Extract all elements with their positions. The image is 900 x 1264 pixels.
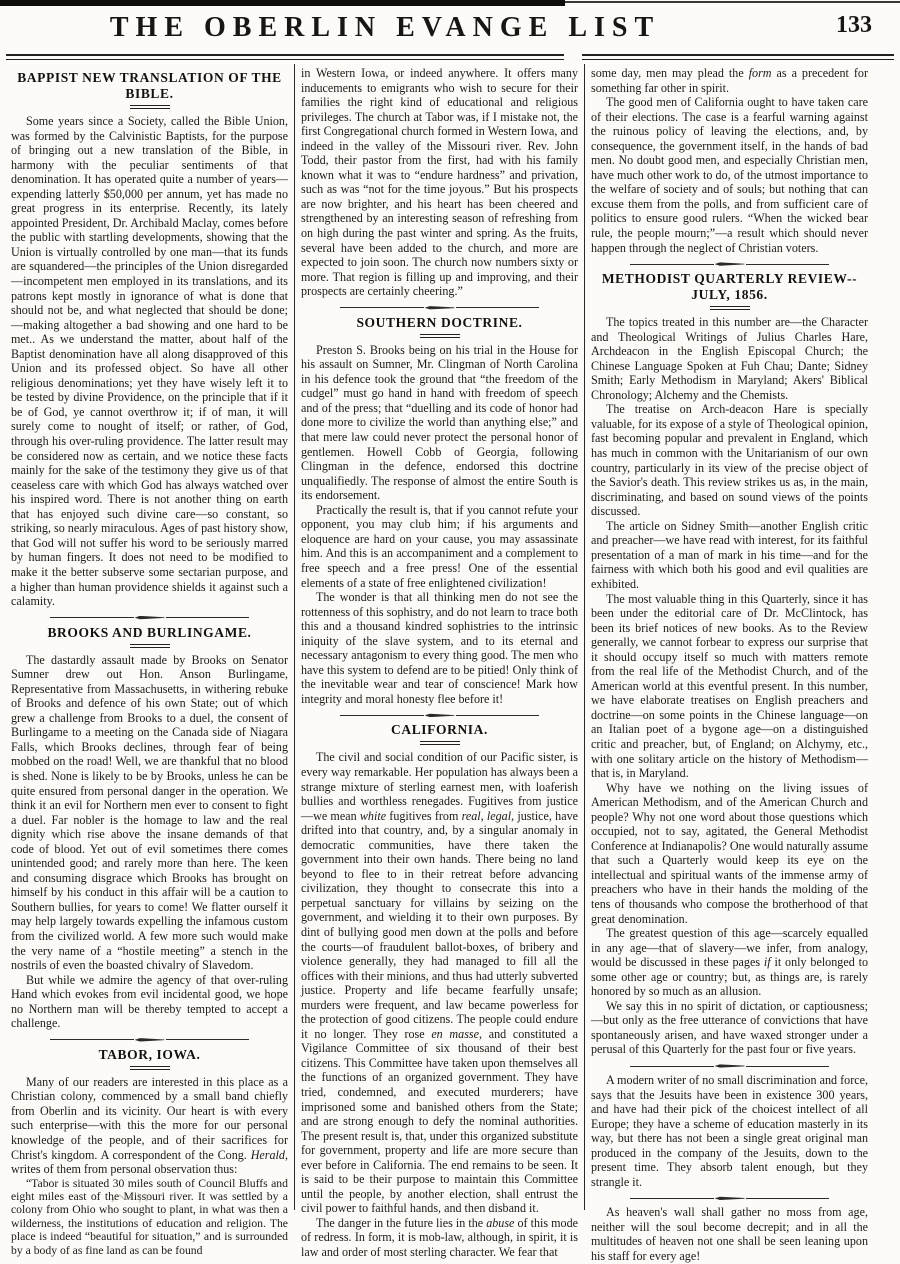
- title-underline-rule: [420, 741, 460, 745]
- article-title: BAPPIST NEW TRANSLATION OF THE BIBLE.: [17, 70, 282, 101]
- section-divider-rule: [50, 616, 249, 620]
- section-divider-rule: [630, 262, 829, 266]
- paragraph: The treatise on Arch-deacon Hare is specially valuable, for its expose of a style of Theological opinion, fast becoming popular and prevalent in England, which has much in common with the Unitarianism of our own country, particularly in its view of the precise object of the Savior's death. This review strikes us as, in the main, discriminating, and based on sound views of the points discussed.: [591, 402, 868, 519]
- title-underline-rule: [130, 1066, 170, 1070]
- paragraph: The good men of California ought to have taken care of their elections. The case is a fearful warning against the ruinous policy of leaving the elections, and, by consequence, the government itself, in the hands of bad men. No doubt good men, and especially Christian men, have much other work to do, of the utmost importance to the welfare of society and of souls; but nothing that can excuse them from the polls, and from sufficient care of politics to ensure good rulers. “When the wicked bear rule, the people mourn;”—a result which should never happen through the neglect of Christian voters.: [591, 95, 868, 255]
- section-divider-rule: [630, 1064, 829, 1068]
- paragraph: As heaven's wall shall gather no moss from age, neither will the soul become decrepit; and in all the multitudes of heaven not one shall be seen leaning upon his staff for every age!: [591, 1205, 868, 1264]
- paragraph: But while we admire the agency of that over-ruling Hand which evokes from evil incidental good, we hope no Northern man will be thereby tempted to accept a challenge.: [11, 972, 288, 1031]
- pencil-scribble-mark: [108, 1188, 156, 1206]
- masthead-rule-left: [6, 54, 564, 60]
- paragraph: The wonder is that all thinking men do not see the rottenness of this sophistry, and do not learn to trace both this and a thousand kindred sophistries to the intrinsic iniquity of the slave system, and to its eternal and necessary antagonism to every thing good. The men who have this system to defend are to be pitied! Only think of the inevitable wear and tear of conscience! Mark how integrity and moral honesty flee before it!: [301, 590, 578, 706]
- paragraph: The article on Sidney Smith—another English critic and preacher—we have read with interest, for its faithful presentation of a man of mark in his time—and for the fairness with which both his good and evil qualities are exhibited.: [591, 518, 868, 591]
- paragraph: The most valuable thing in this Quarterly, since it has been under the editorial care of Dr. McClintock, has been its brief notices of new books. As to the Review generally, we cannot forbear to express our surprise that it should occupy itself so much with matters remote from the real life of the Methodist Church, and of the American world at this eventful present. In this number, we have elaborate treatises on English preachers and doctrine—on some points in the Chinese language—on an Italian poet of a bygone age—on a distinguished critic and preacher, but, of England; on Alchymy, etc., with one solitary article on the history of Methodism—that is, in Maryland.: [591, 591, 868, 781]
- paragraph: The civil and social condition of our Pacific sister, is every way remarkable. Her population has always been a strange mixture of sterling earnest men, with loaferish bullies and worthless renegades. Fugitives from justice—we mean white fugitives from real, legal, justice, have drifted into that country, and, by a singular anomaly in democratic communities, have there taken the government into their own hands. There being no land beyond to flee to in their retreat before advancing civilization, they thought to consecrate this into a perpetual sanctuary for villains by seizing on the government, and wielding it to their own purposes. By dint of bullying good men down at the polls and before the courts—of fraudulent ballot-boxes, of bribery and violence generally, they had managed to fill all the offices with their minions, and thus had utterly subverted justice. Property and life became fearfully unsafe; murders were frequent, and law became powerless for the protection of good citizens. The people could endure it no longer. They rose en masse, and constituted a Vigilance Committee of six thousand of their best citizens. This Committee have taken upon themselves all the functions of an organized government. They have tried, condemned, and executed murderers; have imprisoned some and banished others from the State; and are strong enough to defy the nominal authorities. The present result is, that, under this organized substitute for government, property and life are more secure than ever before in California. The end remains to be seen. It is said to be their purpose to maintain this Committee until the people, by another election, shall entrust the civil power to faithful hands, and then disband it.: [301, 750, 579, 1216]
- paragraph: Why have we nothing on the living issues of American Methodism, and of the American Church and people? Why not one word about those questions which occupied, not to say, agitated, the General Methodist Conference at Indianapolis? One would naturally assume that such a Quarterly would keep its eye on the intellectual and spiritual wants of the immense army of preachers who have in their hands the molding of the tens of thousands who compose the brotherhood of that great denomination.: [591, 780, 868, 926]
- title-underline-rule: [130, 644, 170, 648]
- divider-ornament-icon: [715, 262, 745, 266]
- paragraph: A modern writer of no small discrimination and force, says that the Jesuits have been in existence 300 years, and have had their pick of the choicest intellect of all Europe; they have a scheme of education masterly in its way, but there has not been a single great original man produced in the company of the Jesuits, down to the present time. They absorb talent enough, but they strangle it.: [591, 1073, 868, 1189]
- divider-ornament-icon: [135, 616, 165, 620]
- title-underline-rule: [710, 306, 750, 310]
- section-divider-rule: [340, 713, 539, 717]
- paragraph: We say this in no spirit of dictation, or captiousness;—but only as the free utterance of convictions that have spontaneously arisen, and have waxed stronger under a perusal of this Quarterly for the past four or five years.: [591, 998, 868, 1057]
- section-divider-rule: [50, 1038, 249, 1042]
- masthead-rule: [6, 54, 894, 60]
- paragraph: Preston S. Brooks being on his trial in the House for his assault on Sumner, Mr. Clingman of North Carolina in his defence took the ground that “the freedom of the cudgel” must go hand in hand with freedom of speech and of the press; that “duelling and its code of honor had done more to civilize the world than anything else;” and that mere law could never protect the personal honor of gentlemen. Howell Cobb of Georgia, following Clingman in the defence, endorsed this doctrine unqualifiedly. The response of almost the entire South is its endorsement.: [301, 342, 578, 503]
- paragraph: The topics treated in this number are—the Character and Theological Writings of Julius Charles Hare, Archdeacon in the English Episcopal Church; the Chinese Language Spoken at Fuh Chau; Dante; Sidney Smith; Early Methodism in Maryland; Akers' Biblical Chronology; Alchemy and the Chemists.: [591, 315, 868, 402]
- page-number: 133: [836, 12, 872, 38]
- paragraph: Many of our readers are interested in this place as a Christian colony, commenced by a small band chiefly from Oberlin and its vicinity. Our heart is with every such enterprise—with this the more for our personal knowledge of the people, and of their sacrifices for Christ's kingdom. A correspondent of the Cong. Herald, writes of them from personal observation thus:: [11, 1074, 288, 1177]
- paragraph: The greatest question of this age—scarcely equalled in any age—that of slavery—we infer, from analogy, would be discussed in these pages if it only belonged to some other age or country; but, as things are, is rarely honored by so much as an allusion.: [591, 926, 868, 999]
- paragraph: The dastardly assault made by Brooks on Senator Sumner drew out Hon. Anson Burlingame, Representative from Massachusetts, in withering rebuke of Brooks and defence of his own State; out of which grew a challenge from Brooks to a duel, the consent of Burlingame to a meeting on the Canada side of Niagara Falls, which Brooks declines, through fear of being mobbed on the road! Well, we are thankful that no blood is shed. None is likely to be by Brooks, unless he can be quite ensured from personal danger in the operation. We think it an evil for Northern men ever to consent to fight a duel. Far nobler is the homage to law and the real dignity which rise above the insane demands of that code of blood. Yet out of evil sometimes there comes unintended good; and rarely more than here. The keen and consuming disgrace which Brooks has brought on himself by his conduct in this affair will be a caution to Southern bullies, for years to come! We flatter ourself it may help largely towards expelling the infamous custom from the civilized world. A few more such would make the very name of a “hostile meeting” a stench in the nostrils of even the boasted chivalry of Slavedom.: [11, 652, 288, 973]
- article-title: CALIFORNIA.: [391, 722, 488, 738]
- paragraph: “Tabor is situated 30 miles south of Council Bluffs and eight miles east of the Missouri river. It was settled by a colony from Ohio who sought to plant, in what was then a wilderness, the institutions of education and religion. The place is indeed “beautiful for situation,” and is surrounded by a body of as fine land as can be found: [11, 1176, 288, 1257]
- divider-ornament-icon: [715, 1064, 745, 1068]
- masthead-title: THE OBERLIN EVANGE LIST: [109, 12, 661, 43]
- divider-ornament-icon: [425, 306, 455, 310]
- article-title: METHODIST QUARTERLY REVIEW--JULY, 1856.: [601, 271, 858, 303]
- section-divider-rule: [630, 1196, 829, 1200]
- article-column-1: [6, 64, 293, 1257]
- article-title: TABOR, IOWA.: [98, 1046, 201, 1062]
- article-column-2: [296, 64, 583, 1260]
- masthead: [0, 0, 900, 46]
- column-rule: [294, 64, 295, 1210]
- paragraph: in Western Iowa, or indeed anywhere. It offers many inducements to emigrants who wish to secure for their families the right kind of educational and religious privileges. The church at Tabor was, if I mistake not, the first Congregational church formed in Western Iowa, and indeed in the valley of the Missouri river. Rev. John Todd, their pastor from the first, had with his family known what it was to “endure hardness” and privation, such as was “not for the time joyous.” But his prospects are now brighter, and his heart has been cheered and strengthened by an interesting season of refreshing from on high during the past winter and spring. As the fruits, several have been added to the church, and more are expected to join soon. The church now numbers sixty or more. That region is filling up and improving, and their prospects are certainly cheering.”: [301, 66, 578, 299]
- divider-ornament-icon: [715, 1196, 745, 1200]
- page-body: [0, 60, 900, 1264]
- paragraph: Practically the result is, that if you cannot refute your opponent, you may club him; if his arguments and eloquence are hard on your cause, you may assassinate him. And this is an accompaniment and a complement to free speech and a free press! One of the essential elements of a state of free enlightened civilization!: [301, 502, 578, 590]
- masthead-rule-right: [582, 54, 894, 60]
- article-title: SOUTHERN DOCTRINE.: [356, 314, 523, 330]
- section-divider-rule: [340, 306, 539, 310]
- paragraph: Some years since a Society, called the Bible Union, was formed by the Calvinistic Baptists, for the purpose of bringing out a new translation of the Bible, in harmony with the peculiar sentiments of that denomination. It has operated quite a number of years—expending latterly $50,000 per annum, yet has made no great progress in its enterprise. Recently, its lately appointed President, Dr. Archibald Maclay, comes before the public with startling developments, showing that the Union is virtually controlled by one man—that its funds are squandered—the principles of the Union disregarded—incompetent men employed in its translations, and its patrons kept mostly in ignorance of what is done that should not be, and what neglected that should be done;—making altogether a bad showing and one hard to be met.. As we understand the matter, about half of the Baptist denomination have all along disapproved of this Union and its professed object. So have all other religious denominations; yet they have wisely left it to be tested by divine Providence, on the principle that if it be of God, ye cannot overthrow it; if of man, it will surely come to nought of itself; or rather, of God, through his over-ruling providence. The latter result may be considered now as certain, and we notice these facts mainly for the sake of the testimony they give us of that ceaseless care with which God has always watched over his inspired word. There is not another thing on earth that has enjoyed such divine care—so constant, so striking, so nearly miraculous. Ages of past history show, that God will not suffer his word to be seriously marred by human fingers. It does not need to be modified to make it the better subserve some sectarian purpose, and a higher than human providence shields it against such a calamity.: [11, 114, 289, 609]
- column-rule: [584, 64, 585, 1210]
- article-column-3: [586, 64, 873, 1264]
- paragraph: some day, men may plead the form as a precedent for something far other in spirit.: [591, 66, 868, 95]
- divider-ornament-icon: [425, 713, 455, 717]
- title-underline-rule: [130, 105, 170, 109]
- title-underline-rule: [420, 334, 460, 338]
- divider-ornament-icon: [135, 1038, 165, 1042]
- paragraph: The danger in the future lies in the abuse of this mode of redress. In form, it is mob-law, although, in spirit, it is law and order of most sterling character. We fear that: [301, 1215, 578, 1260]
- article-title: BROOKS AND BURLINGAME.: [47, 624, 252, 640]
